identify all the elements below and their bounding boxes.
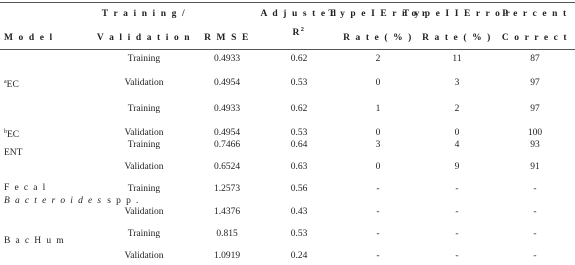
type2-value: -	[455, 251, 459, 261]
header-percent-line1: P e r c e n t	[502, 9, 568, 19]
rmse-value: 0.815	[216, 229, 238, 239]
adj-r2-value: 0.62	[290, 54, 308, 64]
set-label: Training	[127, 54, 161, 64]
model-name: B a c H u m	[4, 236, 66, 246]
type2-value: 4	[454, 140, 460, 150]
rmse-value: 0.4933	[213, 104, 241, 114]
rmse-value: 1.2573	[213, 184, 241, 194]
set-label: Validation	[124, 207, 164, 217]
percent-value: -	[533, 229, 537, 239]
type2-value: -	[455, 229, 459, 239]
percent-value: -	[533, 184, 537, 194]
rmse-value: 0.4933	[213, 54, 241, 64]
type2-value: 11	[452, 54, 462, 64]
rmse-value: 0.4954	[213, 78, 241, 88]
adj-r2-value: 0.53	[290, 229, 308, 239]
adj-r2-value: 0.64	[290, 140, 308, 150]
header-type2-line2: R a t e ( % )	[422, 33, 492, 43]
set-label: Validation	[124, 128, 164, 138]
percent-value: 87	[530, 54, 540, 64]
rmse-value: 0.4954	[213, 128, 241, 138]
type1-value: 1	[375, 104, 381, 114]
header-percent-line2: C o r r e c t	[501, 33, 569, 43]
type2-value: 3	[454, 78, 460, 88]
adj-r2-value: 0.53	[290, 128, 308, 138]
type1-value: -	[376, 184, 380, 194]
model-name: $^a$EC	[4, 78, 19, 90]
type1-value: 2	[375, 54, 381, 64]
type1-value: 0	[375, 78, 381, 88]
percent-value: 100	[527, 128, 543, 138]
adj-r2-value: 0.63	[290, 162, 308, 172]
adj-r2-value: 0.62	[290, 104, 308, 114]
percent-value: 97	[530, 78, 540, 88]
model-name-line1: F e c a l	[4, 183, 47, 193]
header-rule	[0, 49, 575, 50]
adj-r2-value: 0.43	[290, 207, 308, 217]
percent-value: -	[533, 207, 537, 217]
type2-value: -	[455, 207, 459, 217]
type2-value: 9	[454, 162, 460, 172]
header-adjusted-line2: $R^2$	[292, 26, 306, 38]
type1-value: 0	[375, 162, 381, 172]
set-label: Training	[127, 104, 161, 114]
percent-value: 93	[530, 140, 540, 150]
header-training-line1: T r a i n i n g /	[101, 9, 187, 19]
type1-value: 3	[375, 140, 381, 150]
rmse-value: 1.4376	[213, 207, 241, 217]
set-label: Training	[127, 140, 161, 150]
type1-value: -	[376, 207, 380, 217]
type2-value: 0	[454, 128, 460, 138]
set-label: Validation	[124, 162, 164, 172]
rmse-value: 0.6524	[213, 162, 241, 172]
percent-value: -	[533, 251, 537, 261]
type1-value: 0	[375, 128, 381, 138]
rmse-value: 0.7466	[213, 140, 241, 150]
header-model: M o d e l	[4, 33, 54, 43]
set-label: Validation	[124, 78, 164, 88]
type2-value: -	[455, 184, 459, 194]
percent-value: 97	[530, 104, 540, 114]
header-type1-line2: R a t e ( % )	[343, 33, 413, 43]
type1-value: -	[376, 251, 380, 261]
set-label: Training	[127, 229, 161, 239]
model-name: $^b$EC	[4, 128, 20, 140]
set-label: Validation	[124, 251, 164, 261]
adj-r2-value: 0.24	[290, 251, 308, 261]
set-label: Training	[127, 184, 161, 194]
adj-r2-value: 0.53	[290, 78, 308, 88]
rmse-value: 1.0919	[213, 251, 241, 261]
type2-value: 2	[454, 104, 460, 114]
adj-r2-value: 0.56	[290, 184, 308, 194]
model-name-line2: B a c t e r o i d e s s p p .	[4, 196, 140, 206]
top-rule	[0, 2, 575, 3]
header-training-line2: V a l i d a t i o n	[96, 33, 192, 43]
model-name: ENT	[4, 148, 23, 158]
header-adjusted-line1: A d j u s t e d	[260, 9, 338, 19]
percent-value: 91	[530, 162, 540, 172]
header-type2-line1: T y p e I I E r r o r	[402, 9, 512, 19]
type1-value: -	[376, 229, 380, 239]
header-type1-line1: T y p e I E r r o r	[328, 9, 428, 19]
header-rmse: R M S E	[204, 33, 250, 43]
